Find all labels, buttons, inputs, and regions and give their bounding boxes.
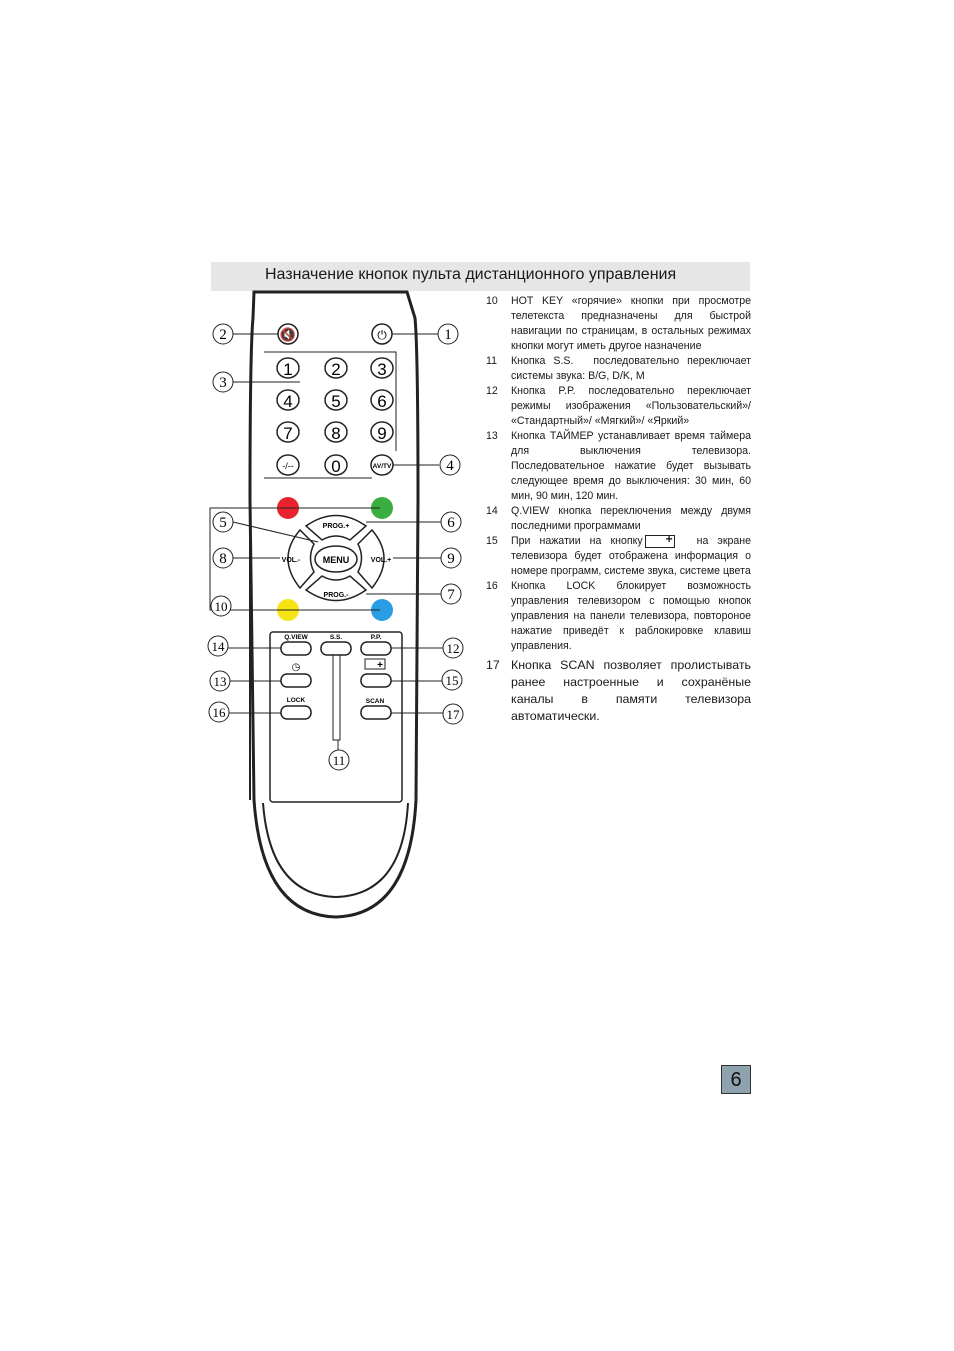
digit-button xyxy=(325,455,347,476)
timer-button xyxy=(281,674,311,687)
callout-10 xyxy=(211,596,231,616)
callout-14 xyxy=(208,636,228,656)
desc-item: 14 Q.VIEW кнопка переключения между двумя последними программами xyxy=(486,505,751,532)
scan-button xyxy=(361,706,391,719)
callout-5 xyxy=(213,512,233,532)
remote-body xyxy=(250,292,418,917)
digit-button xyxy=(277,390,299,411)
callout-4 xyxy=(440,455,460,475)
callout-12 xyxy=(443,638,463,658)
svg-text:+: + xyxy=(377,660,383,671)
svg-text:10: 10 xyxy=(214,599,228,614)
digit-button xyxy=(371,358,393,379)
svg-text:16: 16 xyxy=(212,705,226,720)
callout-3 xyxy=(213,372,233,392)
svg-text:7: 7 xyxy=(447,587,455,603)
timer-icon: ◷ xyxy=(291,662,301,673)
lower-panel xyxy=(270,632,402,802)
svg-text:9: 9 xyxy=(447,551,455,567)
button-descriptions xyxy=(486,294,751,725)
desc-item: 11 Кнопка S.S. последовательно переключает системы звука: B/G, D/K, M xyxy=(486,355,751,382)
svg-text:12: 12 xyxy=(446,641,460,656)
callout-13 xyxy=(210,671,230,691)
desc-item: 12 Кнопка P.P. последовательно переключает режимы изображения «Пользовательский»/ «Стандартный»/ «Мягкий»/ «Яркий» xyxy=(486,385,751,427)
leader-lines xyxy=(210,334,443,751)
desc-item: 17 Кнопка SCAN позволяет пролистывать ранее настроенные и сохранёные каналы в памяти телевизора автоматически. xyxy=(486,658,751,723)
svg-text:SCAN: SCAN xyxy=(365,698,385,705)
svg-text:PROG.-: PROG.- xyxy=(323,592,349,599)
svg-text:5: 5 xyxy=(331,392,341,411)
svg-text:13: 13 xyxy=(213,674,227,689)
digit-button xyxy=(277,358,299,379)
callout-9 xyxy=(441,548,461,568)
svg-text:PROG.+: PROG.+ xyxy=(322,523,350,530)
svg-text:8: 8 xyxy=(331,424,341,443)
svg-text:-/--: -/-- xyxy=(282,461,294,471)
svg-text:9: 9 xyxy=(377,424,387,443)
svg-text:4: 4 xyxy=(446,458,454,474)
desc-item: 13 Кнопка ТАЙМЕР устанавливает время таймера для выключения телевизора. Последовательное нажатие будет вызывать следующее время до выключения: 30 мин, 60 мин, 90 мин, 120 мин. xyxy=(486,430,751,502)
callout-15 xyxy=(442,670,462,690)
svg-text:LOCK: LOCK xyxy=(286,697,306,704)
digit-buttons xyxy=(277,358,393,476)
lock-button xyxy=(281,706,311,719)
svg-text:VOL.+: VOL.+ xyxy=(370,557,392,564)
svg-text:2: 2 xyxy=(331,360,341,379)
svg-text:VOL.-: VOL.- xyxy=(281,557,301,564)
section-title-bar xyxy=(211,262,750,291)
power-icon: ⏻ xyxy=(377,328,387,342)
svg-text:AV/TV: AV/TV xyxy=(372,463,392,470)
callout-6 xyxy=(441,512,461,532)
qview-button xyxy=(281,642,311,655)
pp-button xyxy=(361,642,391,655)
svg-text:S.S.: S.S. xyxy=(329,634,343,641)
callout-7 xyxy=(441,584,461,604)
digit-button xyxy=(277,422,299,443)
callout-2 xyxy=(213,324,233,344)
avtv-button xyxy=(371,455,393,475)
ss-button xyxy=(321,642,351,655)
svg-text:6: 6 xyxy=(447,515,455,531)
callout-8 xyxy=(213,548,233,568)
digit-button xyxy=(325,422,347,443)
page-number: 6 xyxy=(721,1065,751,1094)
digit-button xyxy=(371,422,393,443)
svg-text:17: 17 xyxy=(446,707,460,722)
svg-text:11: 11 xyxy=(332,753,346,768)
svg-text:2: 2 xyxy=(219,327,227,343)
remote-inner-outline xyxy=(263,803,408,897)
svg-text:4: 4 xyxy=(283,392,293,411)
svg-text:0: 0 xyxy=(331,457,341,476)
callout-17 xyxy=(443,704,463,724)
desc-item: 15 При нажатии на кнопку+ на экране телевизора будет отображена информация о номере программ, системе звука, системе цвета xyxy=(486,534,751,579)
svg-text:5: 5 xyxy=(219,515,227,531)
desc-item: 10 HOT KEY «горячие» кнопки при просмотре телетекста предназначены для быстрой навигации по страницам, в остальных режимах кнопки могут иметь другое назначение xyxy=(486,295,751,352)
svg-text:Q.VIEW: Q.VIEW xyxy=(284,634,308,641)
section-title: Назначение кнопок пульта дистанционного управления xyxy=(265,266,677,283)
svg-text:MENU: MENU xyxy=(322,555,350,565)
svg-text:6: 6 xyxy=(377,392,387,411)
digit-button xyxy=(325,390,347,411)
svg-text:3: 3 xyxy=(219,375,227,391)
callout-1 xyxy=(438,324,458,344)
svg-text:14: 14 xyxy=(211,639,225,654)
svg-text:P.P.: P.P. xyxy=(370,634,382,641)
svg-text:1: 1 xyxy=(283,360,293,379)
callout-16 xyxy=(209,702,229,722)
info-button xyxy=(361,674,391,687)
mute-icon: 🔇 xyxy=(279,328,297,343)
digit-button xyxy=(325,358,347,379)
info-key-icon xyxy=(645,535,675,548)
desc-item: 16 Кнопка LOCK блокирует возможность управления телевизором с помощью кнопок управления на панели телевизора, повтороное нажатие приведёт к раблокировке клавиш управления. xyxy=(486,580,751,652)
callout-11 xyxy=(329,750,349,770)
svg-text:3: 3 xyxy=(377,360,387,379)
svg-text:15: 15 xyxy=(445,673,459,688)
svg-text:7: 7 xyxy=(283,424,293,443)
digit-button xyxy=(371,390,393,411)
remote-diagram xyxy=(200,290,475,930)
svg-text:8: 8 xyxy=(219,551,227,567)
svg-text:1: 1 xyxy=(444,327,452,343)
dash-button xyxy=(277,455,299,475)
